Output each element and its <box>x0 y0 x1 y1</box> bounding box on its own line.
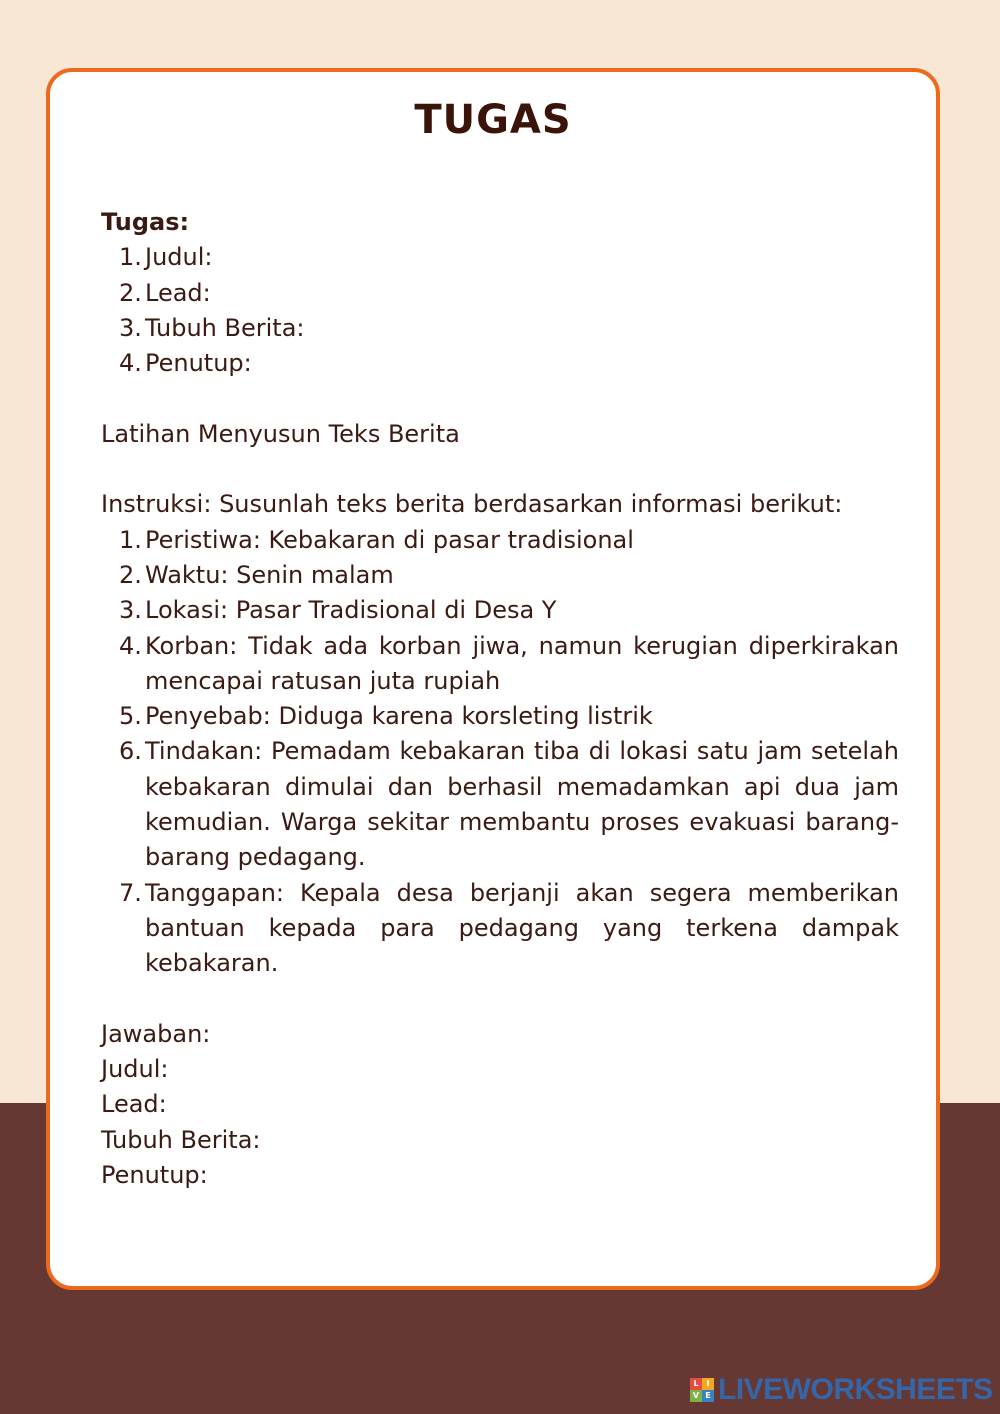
info-item: 1. Peristiwa: Kebakaran di pasar tradisional <box>119 525 634 554</box>
info-item: 7. Tanggapan: Kepala desa berjanji akan segera memberikan bantuan kepada para pedagang yang terkena dampak kebakaran. <box>119 878 899 978</box>
page-title: TUGAS <box>414 97 572 143</box>
liveworksheets-watermark <box>690 1373 993 1406</box>
liveworksheets-logo-icon: L I V E <box>690 1378 714 1402</box>
tugas-item: 2. Lead: <box>119 278 211 307</box>
info-item: 2. Waktu: Senin malam <box>119 560 394 589</box>
tugas-item: 4. Penutup: <box>119 349 252 378</box>
jawaban-lead: Lead: <box>101 1090 167 1119</box>
jawaban-penutup: Penutup: <box>101 1161 208 1190</box>
jawaban-heading: Jawaban: <box>101 1019 211 1048</box>
tugas-heading: Tugas: <box>101 208 190 236</box>
info-item: 3. Lokasi: Pasar Tradisional di Desa Y <box>119 596 557 625</box>
liveworksheets-text: LIVEWORKSHEETS <box>718 1373 993 1406</box>
info-item: 5. Penyebab: Diduga karena korsleting listrik <box>119 702 653 731</box>
jawaban-judul: Judul: <box>101 1055 169 1084</box>
instruksi-text: Instruksi: Susunlah teks berita berdasarkan informasi berikut: <box>101 490 843 519</box>
tugas-list <box>101 240 899 381</box>
latihan-heading: Latihan Menyusun Teks Berita <box>101 419 460 448</box>
tugas-item: 3. Tubuh Berita: <box>119 313 305 342</box>
worksheet-content <box>101 205 899 1193</box>
info-list <box>101 523 899 982</box>
jawaban-tubuh-berita: Tubuh Berita: <box>101 1125 261 1154</box>
info-item: 4. Korban: Tidak ada korban jiwa, namun kerugian diperkirakan mencapai ratusan juta rupiah <box>119 631 899 695</box>
tugas-item: 1. Judul: <box>119 243 213 272</box>
info-item: 6. Tindakan: Pemadam kebakaran tiba di lokasi satu jam setelah kebakaran dimulai dan berhasil memadamkan api dua jam kemudian. Warga sekitar membantu proses evakuasi barang-barang pedagang. <box>119 737 899 872</box>
